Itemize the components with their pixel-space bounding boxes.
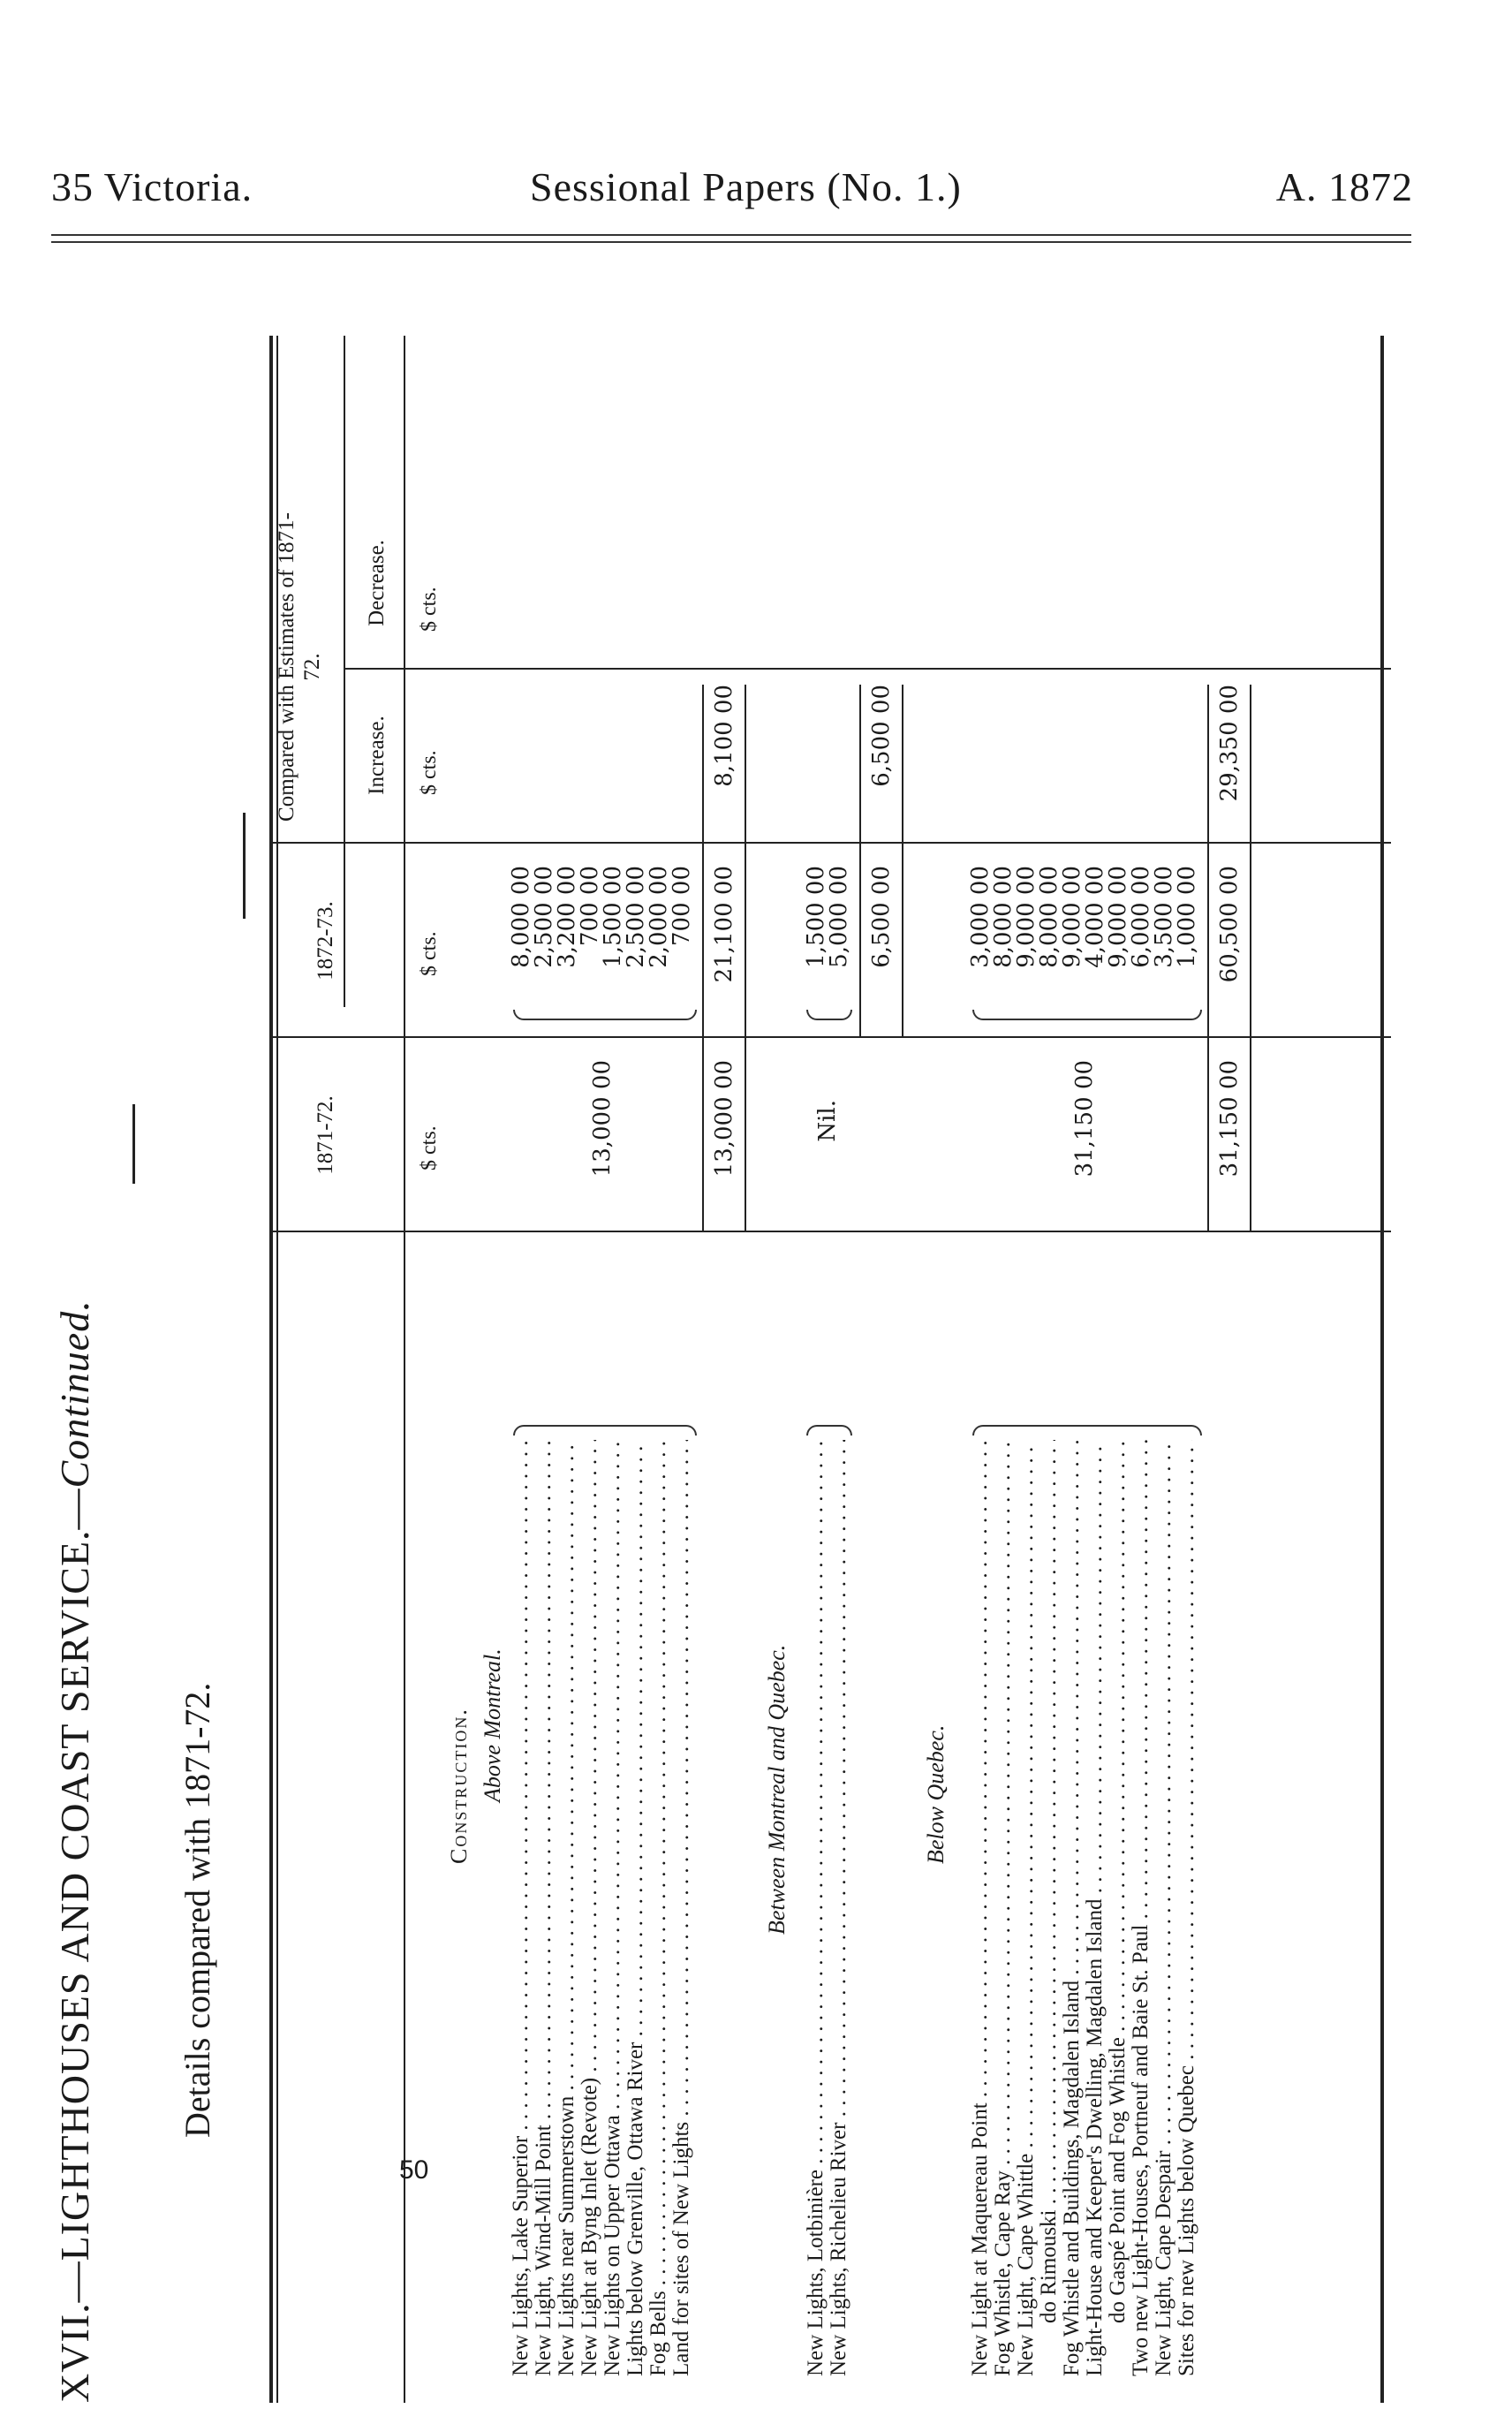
title-rule [132,1104,135,1184]
amount-1872: 8,000 00 [508,866,534,968]
col-divider-1871 [269,1231,1391,1232]
list-item: New Lights, Richelieu River . . . [826,1440,852,2376]
header-1871: 1871-72. [314,1095,337,1175]
amount-1872: 2,000 00 [646,866,672,968]
margin-number: 50 [399,2155,429,2185]
amount-1872: 700 00 [669,866,695,946]
amount-1872: 9,000 00 [1059,866,1085,968]
unit-label-decrease: $ cts. [418,587,441,632]
running-head-right: A. 1872 [1275,164,1413,209]
col-divider-1872 [269,1036,1391,1038]
list-item: New Light, Wind-Mill Point . . . [531,1440,557,2376]
amount-1872: 1,500 00 [803,866,829,968]
list-item: Lights below Grenville, Ottawa River . . . [623,1440,649,2376]
total-1872: 21,100 00 [711,866,737,983]
list-item: Fog Whistle, Cape Ray . . . [990,1440,1017,2376]
amount-1872: 2,500 00 [623,866,649,968]
list-item: Light-House and Keeper's Dwelling, Magdalen Island . . . [1082,1440,1108,2376]
amount-1871: 13,000 00 [589,1060,616,1178]
unit-label-1871: $ cts. [418,1125,441,1170]
amount-1872: 3,500 00 [1151,866,1177,968]
list-item: Land for sites of New Lights . . . [669,1440,695,2376]
section-heading-between: Between Montreal and Quebec. [764,1644,790,1935]
unit-label-increase: $ cts. [418,750,441,795]
total-1872: 60,500 00 [1216,866,1243,983]
col-divider-compared [269,842,1391,844]
bracket [972,1425,1202,1435]
list-item: Sites for new Lights below Quebec . . . [1174,1440,1200,2376]
page-title [51,1299,98,2403]
subtotal-rule [859,685,861,1038]
title-main: XVII.—LIGHTHOUSES AND COAST SERVICE.— [52,1488,97,2403]
increase-amount: 6,500 00 [868,685,895,787]
section-heading-below-quebec: Below Quebec. [923,1724,949,1864]
amount-1871: Nil. [814,1100,841,1142]
subtitle-rule [243,813,246,919]
list-item: Fog Whistle and Buildings, Magdalen Island . . . [1059,1440,1085,2376]
total-1871: 13,000 00 [711,1060,737,1178]
head-rule-upper [51,234,1411,236]
amount-1872: 1,500 00 [600,866,626,968]
list-item: New Lights near Summerstown . . . [554,1440,580,2376]
construction-heading: Construction. [446,1708,472,1864]
header-bottom-rule [404,336,405,2403]
amount-1872: 3,000 00 [967,866,994,968]
rotated-page-content [44,300,1404,2403]
col-divider-increase [344,668,1391,670]
list-item: New Light, Cape Despair . . . [1151,1440,1177,2376]
list-item: Fog Bells . . . [646,1440,672,2376]
estimates-table [269,318,1391,2403]
running-head-center: Sessional Papers (No. 1.) [530,164,962,209]
header-decrease: Decrease. [365,540,389,626]
unit-label-1872: $ cts. [418,931,441,976]
amount-1872: 700 00 [577,866,603,946]
increase-amount: 29,350 00 [1216,685,1243,802]
section-heading-above-montreal: Above Montreal. [480,1648,505,1802]
amount-1872: 4,000 00 [1082,866,1108,968]
list-item: Two new Light-Houses, Portneuf and Baie St. Paul . . . [1128,1440,1154,2376]
table-top-rule [269,336,273,2403]
header-1872: 1872-73. [314,901,337,981]
compared-sub-rule [344,336,345,1007]
amount-1872: 9,000 00 [1013,866,1040,968]
list-item: New Light at Maquereau Point . . . [967,1440,994,2376]
list-item: New Lights, Lake Superior . . . [508,1440,534,2376]
list-item: New Light at Byng Inlet (Revote) . . . [577,1440,603,2376]
list-item: New Lights on Upper Ottawa . . . [600,1440,626,2376]
amount-1872: 1,000 00 [1174,866,1200,968]
amount-1872: 8,000 00 [1036,866,1062,968]
amount-1871: 31,150 00 [1071,1060,1098,1178]
amount-1872: 3,200 00 [554,866,580,968]
subtotal-rule [1207,685,1209,1232]
bracket [806,1425,852,1435]
amount-1872: 2,500 00 [531,866,557,968]
page-subtitle: Details compared with 1871-72. [178,1682,217,2138]
subtotal-rule-bottom [1250,685,1251,1232]
subtotal-rule-bottom [745,685,746,1232]
list-item: do Gaspé Point and Fog Whistle . . . [1105,1440,1131,2376]
subtotal-rule [702,685,704,1232]
increase-amount: 8,100 00 [711,685,737,787]
list-item: New Lights, Lotbinière . . . [803,1440,829,2376]
amount-1872: 8,000 00 [990,866,1017,968]
total-1871: 31,150 00 [1216,1060,1243,1178]
running-head-left: 35 Victoria. [51,164,253,209]
list-item: do Rimouski . . . [1036,1440,1062,2376]
amount-1872: 9,000 00 [1105,866,1131,968]
amount-1872: 6,000 00 [1128,866,1154,968]
header-increase: Increase. [365,716,389,795]
total-1872: 6,500 00 [868,866,895,968]
table-bottom-rule [1380,336,1384,2403]
title-continued: Continued. [52,1299,97,1488]
amount-1872: 5,000 00 [826,866,852,968]
list-item: New Light, Cape Whittle . . . [1013,1440,1040,2376]
subtotal-rule-bottom [902,685,903,1038]
head-rule-lower [51,241,1411,243]
header-compared: Compared with Estimates of 1871-72. [275,512,324,822]
bracket [513,1425,697,1435]
